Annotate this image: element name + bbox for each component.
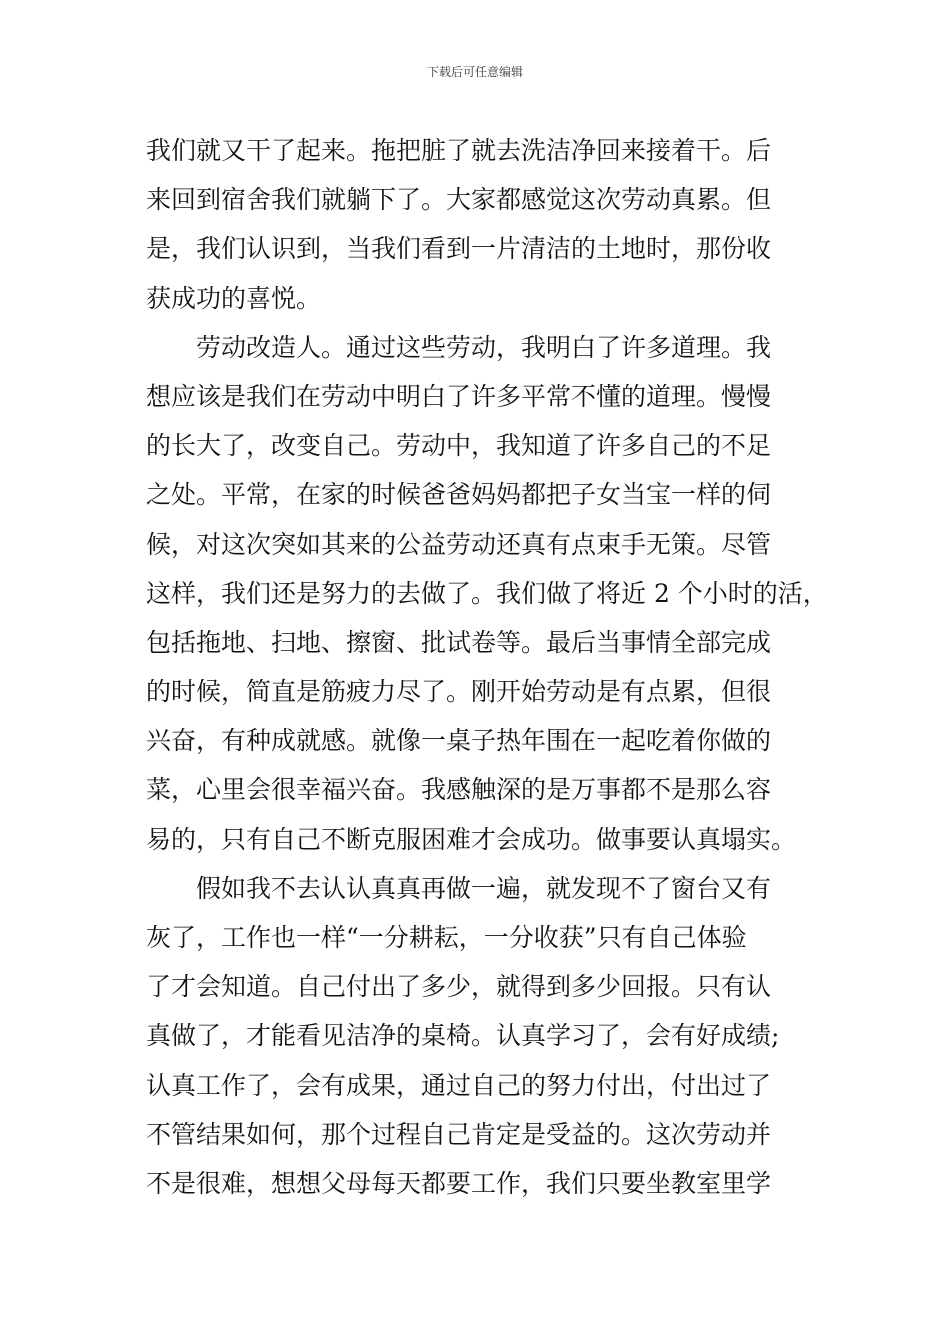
page-header: 下载后可任意编辑	[426, 65, 523, 79]
text-line: 我们就又干了起来。拖把脏了就去洗洁净回来接着干。后	[146, 136, 772, 165]
text-line: 获成功的喜悦。	[146, 283, 322, 313]
text-line: 不是很难，想想父母每天都要工作，我们只要坐教室里学	[146, 1168, 772, 1198]
text-line: 真做了，才能看见洁净的桌椅。认真学习了，会有好成绩;	[146, 1021, 780, 1051]
text-line: 假如我不去认认真真再做一遍，就发现不了窗台又有	[196, 873, 772, 903]
text-line: 包括拖地、扫地、擦窗、批试卷等。最后当事情全部完成	[146, 627, 772, 657]
text-line: 来回到宿舍我们就躺下了。大家都感觉这次劳动真累。但	[146, 185, 772, 215]
text-line: 候，对这次突如其来的公益劳动还真有点束手无策。尽管	[146, 529, 772, 559]
text-line: 兴奋，有种成就感。就像一桌子热年围在一起吃着你做的	[146, 726, 772, 756]
document-body	[146, 126, 826, 1208]
paragraph-1	[146, 126, 826, 323]
text-line: 的长大了，改变自己。劳动中，我知道了许多自己的不足	[146, 431, 772, 461]
text-line: 易的，只有自己不断克服困难才会成功。做事要认真塌实。	[146, 824, 797, 854]
text-line: 菜，心里会很幸福兴奋。我感触深的是万事都不是那么容	[146, 775, 772, 805]
text-line: 认真工作了，会有成果，通过自己的努力付出，付出过了	[146, 1070, 772, 1100]
text-line: 不管结果如何，那个过程自己肯定是受益的。这次劳动并	[146, 1119, 772, 1149]
text-line: 想应该是我们在劳动中明白了许多平常不懂的道理。慢慢	[146, 381, 772, 411]
text-line: 之处。平常，在家的时候爸爸妈妈都把子女当宝一样的伺	[146, 480, 772, 510]
text-line: 是，我们认识到，当我们看到一片清洁的土地时，那份收	[146, 234, 772, 264]
text-line: 了才会知道。自己付出了多少，就得到多少回报。只有认	[146, 972, 772, 1002]
text-line: 的时候，简直是筋疲力尽了。刚开始劳动是有点累，但很	[146, 677, 772, 707]
text-line: 灰了，工作也一样“一分耕耘，一分收获”只有自己体验	[146, 923, 747, 952]
paragraph-3	[146, 864, 826, 1208]
paragraph-2	[146, 323, 826, 864]
text-line: 劳动改造人。通过这些劳动，我明白了许多道理。我	[196, 332, 772, 362]
text-line: 这样，我们还是努力的去做了。我们做了将近 2 个小时的活，	[146, 578, 828, 608]
